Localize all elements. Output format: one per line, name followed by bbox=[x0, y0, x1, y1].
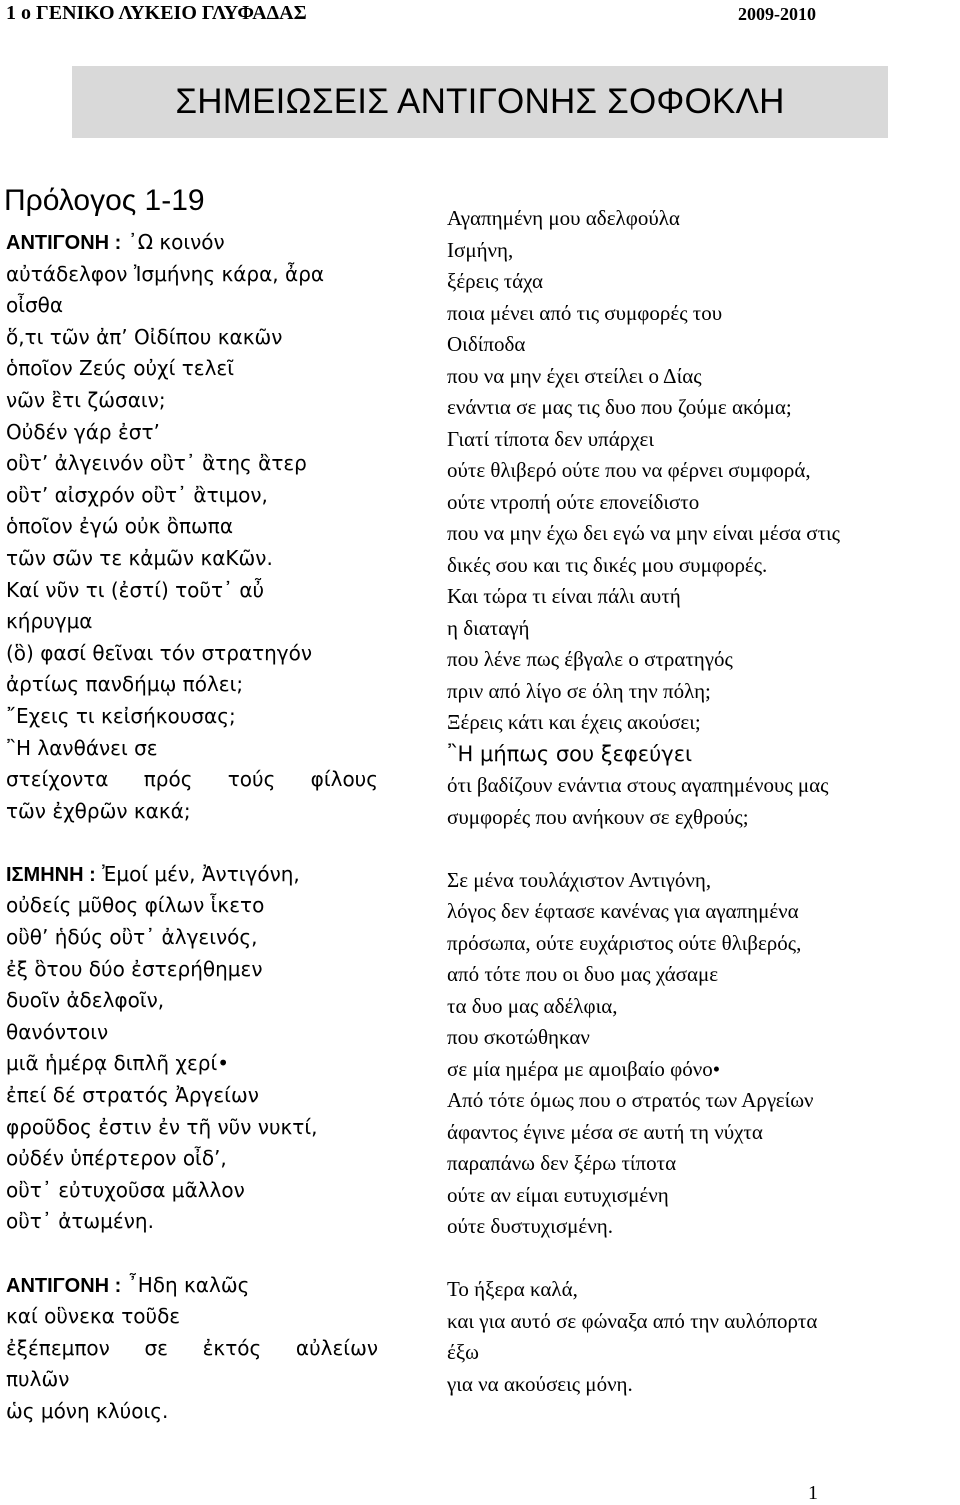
verse-line: θανόντοιν bbox=[6, 1019, 109, 1044]
translation-line: Από τότε όμως που ο στρατός των Αργείων bbox=[447, 1088, 814, 1112]
verse-line: ὁποῖον Ζεύς οὐχί τελεῖ bbox=[6, 356, 234, 381]
verse-line-justified bbox=[6, 764, 378, 796]
verse-text: Ἐμοί μέν, Ἀντιγόνη, bbox=[102, 861, 300, 886]
verse-text: ῏Ηδη καλῶς bbox=[127, 1272, 250, 1297]
verse-line: ἀρτίως πανδήμῳ πόλει; bbox=[6, 672, 244, 697]
original-text-column bbox=[6, 227, 378, 1428]
translation-line: λόγος δεν έφτασε κανένας για αγαπημένα bbox=[447, 899, 799, 923]
verse-line: οἶσθα bbox=[6, 293, 64, 318]
verse-line: Οὐδέν γάρ ἐστ’ bbox=[6, 419, 160, 444]
verse-line: μιᾶ ἡμέρᾳ διπλῆ χερί• bbox=[6, 1051, 230, 1076]
verse-line: ῍Η λανθάνει σε bbox=[6, 735, 158, 760]
translation-column bbox=[447, 203, 959, 1400]
spacer bbox=[6, 1238, 378, 1270]
speaker-line bbox=[6, 227, 378, 259]
speaker-line bbox=[6, 859, 378, 891]
translation-line: ῍Η μήπως σου ξεφεύγει bbox=[447, 741, 693, 766]
translation-group bbox=[447, 865, 959, 1243]
translation-group bbox=[447, 1274, 959, 1400]
translation-line: από τότε που οι δυο μας χάσαμε bbox=[447, 962, 719, 986]
verse-line: ὁποῖον ἐγώ οὐκ ὂπωπα bbox=[6, 514, 234, 539]
verse-line: τῶν σῶν τε κἀμῶν καΚῶν. bbox=[6, 545, 273, 570]
translation-line: συμφορές που ανήκουν σε εχθρούς; bbox=[447, 804, 749, 829]
speaker-label: ΙΣΜΗΝΗ : bbox=[6, 863, 96, 886]
verse-line: φροῦδος ἐστιν ἐν τῆ νῦν νυκτί, bbox=[6, 1114, 318, 1139]
verse-line: ἐξ ὃτου δύο ἐστερήθημεν bbox=[6, 956, 263, 981]
translation-line: που σκοτώθηκαν bbox=[447, 1025, 590, 1049]
translation-line: ούτε ντροπή ούτε επονείδιστο bbox=[447, 489, 700, 514]
verse-word: τούς bbox=[227, 767, 276, 792]
verse-word: σε bbox=[144, 1335, 168, 1360]
verse-word: πρός bbox=[143, 767, 193, 792]
translation-line: έξω bbox=[447, 1340, 480, 1364]
verse-line: ῎Εχεις τι κεἰσήκουσας; bbox=[6, 703, 236, 728]
translation-line: ξέρεις τάχα bbox=[447, 269, 543, 293]
translation-line: η διαταγή bbox=[447, 615, 530, 640]
school-year: 2009-2010 bbox=[738, 4, 816, 24]
verse-line: δυοῖν ἀδελφοῖν, bbox=[6, 988, 165, 1013]
verse-line-justified bbox=[6, 1333, 378, 1365]
verse-word: αὐλείων bbox=[295, 1335, 378, 1360]
verse-line: οὒτ᾿ εὐτυχοῦσα μᾶλλον bbox=[6, 1177, 245, 1202]
translation-line: δικές σου και τις δικές μου συμφορές. bbox=[447, 552, 768, 577]
verse-word: ἐξέπεμπον bbox=[6, 1335, 110, 1360]
spacer bbox=[6, 827, 378, 859]
translation-line: ούτε αν είμαι ευτυχισμένη bbox=[447, 1182, 669, 1207]
school-header: 1 ο ΓΕΝΙΚΟ ΛΥΚΕΙΟ ΓΛΥΦΑΔΑΣ bbox=[6, 2, 307, 24]
spacer bbox=[447, 1243, 959, 1275]
translation-line: ούτε θλιβερό ούτε που να φέρνει συμφορά, bbox=[447, 458, 811, 482]
translation-line: για να ακούσεις μόνη. bbox=[447, 1371, 633, 1396]
translation-line: παραπάνω δεν ξέρω τίποτα bbox=[447, 1151, 677, 1175]
translation-line: ότι βαδίζουν ενάντια στους αγαπημένους μας bbox=[447, 773, 829, 797]
translation-line: που να μην έχω δει εγώ να μην είναι μέσα στις bbox=[447, 521, 840, 545]
verse-word: ἐκτός bbox=[202, 1335, 262, 1360]
document-title: ΣΗΜΕΙΩΣΕΙΣ ΑΝΤΙΓΟΝΗΣ ΣΟΦΟΚΛΗ bbox=[175, 82, 785, 121]
translation-line: Ισμήνη, bbox=[447, 237, 514, 262]
verse-line: αὐτάδελφον Ἰσμήνης κάρα, ἆρα bbox=[6, 261, 325, 286]
translation-line: Γιατί τίποτα δεν υπάρχει bbox=[447, 426, 655, 451]
spacer bbox=[447, 833, 959, 865]
verse-line: πυλῶν bbox=[6, 1367, 70, 1392]
translation-line: ούτε δυστυχισμένη. bbox=[447, 1214, 613, 1238]
verse-line: οὐδείς μῦθος φίλων ἷκετο bbox=[6, 893, 265, 918]
verse-line: οὒτ᾿ ἀτωμένη. bbox=[6, 1209, 154, 1234]
verse-group bbox=[6, 890, 378, 1238]
translation-line: ποια μένει από τις συμφορές του bbox=[447, 300, 723, 325]
translation-line: που λένε πως έβγαλε ο στρατηγός bbox=[447, 647, 733, 671]
verse-line: οὐδέν ὑπέρτερον οἶδ’, bbox=[6, 1146, 227, 1171]
title-band bbox=[72, 66, 888, 138]
verse-line: ὡς μόνη κλύοις. bbox=[6, 1398, 169, 1423]
verse-line: Καί νῦν τι (ἐστί) τοῦτ᾿ αὖ bbox=[6, 577, 265, 602]
speaker-line bbox=[6, 1270, 378, 1302]
verse-line: νῶν ἒτι ζώσαιν; bbox=[6, 387, 166, 412]
verse-line: οὒθ’ ἡδύς οὒτ᾿ ἀλγεινός, bbox=[6, 925, 258, 950]
verse-line: καί οὓνεκα τοῦδε bbox=[6, 1304, 181, 1329]
translation-line: Αγαπημένη μου αδελφούλα bbox=[447, 206, 680, 230]
verse-word: στείχοντα bbox=[6, 767, 109, 792]
translation-line: πριν από λίγο σε όλη την πόλη; bbox=[447, 678, 711, 703]
page-number: 1 bbox=[808, 1482, 818, 1504]
verse-line: (ὃ) φασί θεῖναι τόν στρατηγόν bbox=[6, 640, 313, 665]
verse-group bbox=[6, 1301, 378, 1427]
translation-line: ενάντια σε μας τις δυο που ζούμε ακόμα; bbox=[447, 395, 792, 419]
verse-line: ὅ,τι τῶν ἀπ’ Οἰδίπου κακῶν bbox=[6, 324, 283, 349]
translation-line: Σε μένα τουλάχιστον Αντιγόνη, bbox=[447, 867, 712, 892]
translation-line: πρόσωπα, ούτε ευχάριστος ούτε θλιβερός, bbox=[447, 930, 802, 955]
translation-line: άφαντος έγινε μέσα σε αυτή τη νύχτα bbox=[447, 1119, 763, 1144]
verse-line: ἐπεί δέ στρατός Ἀργείων bbox=[6, 1083, 259, 1108]
translation-line: και για αυτό σε φώναξα από την αυλόπορτα bbox=[447, 1308, 818, 1333]
verse-group bbox=[6, 259, 378, 828]
speaker-label: ΑΝΤΙΓΟΝΗ : bbox=[6, 232, 122, 254]
verse-word: φίλους bbox=[310, 767, 378, 792]
translation-line: σε μία ημέρα με αμοιβαίο φόνο• bbox=[447, 1056, 721, 1081]
section-heading: Πρόλογος 1-19 bbox=[4, 184, 205, 217]
verse-line: οὒτ’ αἰσχρόν οὒτ᾿ ἂτιμον, bbox=[6, 482, 268, 507]
translation-line: Το ήξερα καλά, bbox=[447, 1277, 578, 1301]
translation-line: που να μην έχει στείλει ο Δίας bbox=[447, 363, 702, 388]
verse-text: ᾿Ω κοινόν bbox=[127, 230, 225, 254]
verse-line: τῶν ἐχθρῶν κακά; bbox=[6, 798, 191, 823]
translation-line: Οιδίποδα bbox=[447, 332, 526, 356]
verse-line: οὒτ’ ἀλγεινόν οὒτ᾿ ἂτης ἂτερ bbox=[6, 451, 307, 476]
speaker-label: ΑΝΤΙΓΟΝΗ : bbox=[6, 1274, 122, 1297]
translation-line: Ξέρεις κάτι και έχεις ακούσει; bbox=[447, 710, 701, 734]
translation-line: Και τώρα τι είναι πάλι αυτή bbox=[447, 584, 681, 608]
translation-group bbox=[447, 203, 959, 833]
translation-line: τα δυο μας αδέλφια, bbox=[447, 993, 618, 1018]
verse-line: κήρυγμα bbox=[6, 609, 93, 634]
